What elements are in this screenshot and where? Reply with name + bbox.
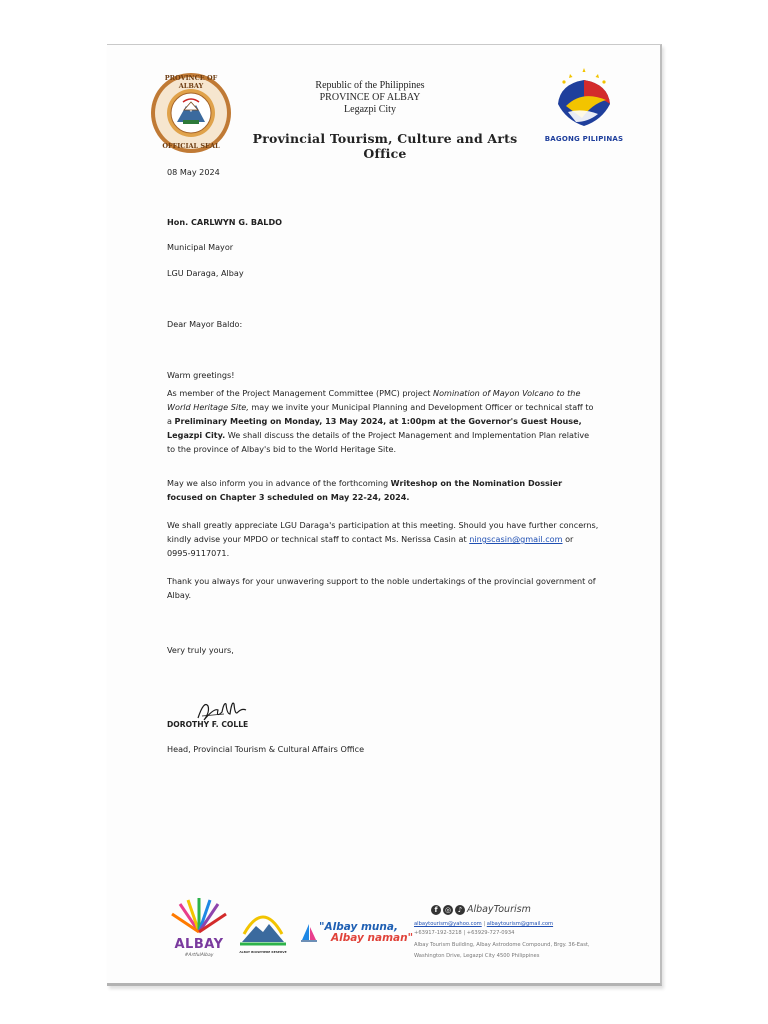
header-city: Legazpi City — [344, 104, 396, 115]
greeting: Warm greetings! — [167, 370, 235, 380]
letter-date: 08 May 2024 — [167, 167, 220, 177]
instagram-icon[interactable]: ◎ — [444, 906, 452, 914]
albay-logo — [168, 898, 230, 938]
p2-writeshop: Writeshop on the Nomination Dossier focused on Chapter 3 scheduled on May 22-24, 2024. — [167, 478, 563, 502]
bagong-pilipinas-logo — [552, 66, 616, 132]
recipient-name: Hon. CARLWYN G. BALDO — [167, 217, 283, 227]
signatory-title: Head, Provincial Tourism & Cultural Affairs Office — [167, 744, 365, 754]
p3-b: or 0995-9117071. — [167, 534, 574, 558]
header-office-title: Provincial Tourism, Culture and Arts Office — [252, 131, 518, 161]
social-handle: AlbayTourism — [467, 904, 531, 915]
sailboat-icon — [300, 922, 318, 944]
slogan-line2: Albay naman" — [331, 932, 414, 944]
paragraph-invitation — [167, 386, 599, 456]
tiktok-icon[interactable]: ♪ — [455, 905, 465, 915]
footer-address-1: Albay Tourism Building, Albay Astrodome Compound, Brgy. 36-East, — [414, 942, 590, 948]
contact-email-link[interactable]: ningscasin@gmail.com — [469, 534, 563, 544]
letter-paper — [107, 44, 662, 986]
header-province: PROVINCE OF ALBAY — [319, 92, 421, 103]
p1-project: Nomination of Mayon Volcano to the World Heritage Site, — [167, 388, 581, 412]
paragraph-thanks: Thank you always for your unwavering support to the noble undertakings of the provincial government of Albay. — [167, 576, 596, 600]
albay-logo-text: ALBAY — [174, 937, 224, 952]
footer-email-gmail[interactable]: albaytourism@gmail.com — [486, 921, 554, 927]
footer-email-yahoo[interactable]: albaytourism@yahoo.com — [414, 921, 482, 927]
facebook-icon[interactable]: f — [431, 905, 441, 915]
signatory-name: DOROTHY F. COLLE — [167, 720, 249, 729]
seal-top-text: PROVINCE OF ALBAY — [164, 74, 218, 90]
seal-bottom-text: OFFICIAL SEAL — [162, 142, 220, 150]
footer-email-separator: | — [483, 921, 486, 927]
p1-a: As member of the Project Management Committee (PMC) project — [167, 388, 434, 398]
recipient-title: Municipal Mayor — [167, 242, 234, 252]
p1-meeting: Preliminary Meeting on Monday, 13 May 2024, at 1:00pm at the Governor's Guest House, Legazpi City. — [167, 416, 582, 440]
bagong-pilipinas-text: BAGONG PILIPINAS — [544, 135, 624, 143]
footer-address-2: Washington Drive, Legazpi City 4500 Philippines — [414, 953, 540, 959]
biosphere-reserve-logo — [236, 906, 290, 950]
p2-a: May we also inform you in advance of the forthcoming — [167, 478, 391, 488]
p1-e: We shall discuss the details of the Project Management and Implementation Plan relative to the province of Albay's bid to the World Heritage Site. — [167, 430, 590, 454]
footer-phones: +63917-192-3218 | +63929-727-0934 — [414, 930, 515, 936]
albay-tagline: #ArtfulAlbay — [184, 953, 214, 958]
paragraph-contact — [167, 518, 599, 560]
footer-emails — [414, 920, 553, 928]
closing: Very truly yours, — [167, 645, 234, 655]
biosphere-reserve-text: ALBAY BIOSPHERE RESERVE — [239, 950, 287, 954]
header-republic: Republic of the Philippines — [315, 80, 425, 91]
salutation: Dear Mayor Baldo: — [167, 319, 243, 329]
p3-a: We shall greatly appreciate LGU Daraga's participation at this meeting. Should you have further concerns, kindly advise your MPDO or technical staff to contact Ms. Nerissa Casin at — [167, 520, 599, 544]
recipient-office: LGU Daraga, Albay — [167, 268, 244, 278]
paragraph-writeshop — [167, 476, 599, 504]
slogan-line1: "Albay muna, — [319, 921, 398, 933]
p1-c: may we invite your Municipal Planning and Development Officer or technical staff to a — [167, 402, 594, 426]
